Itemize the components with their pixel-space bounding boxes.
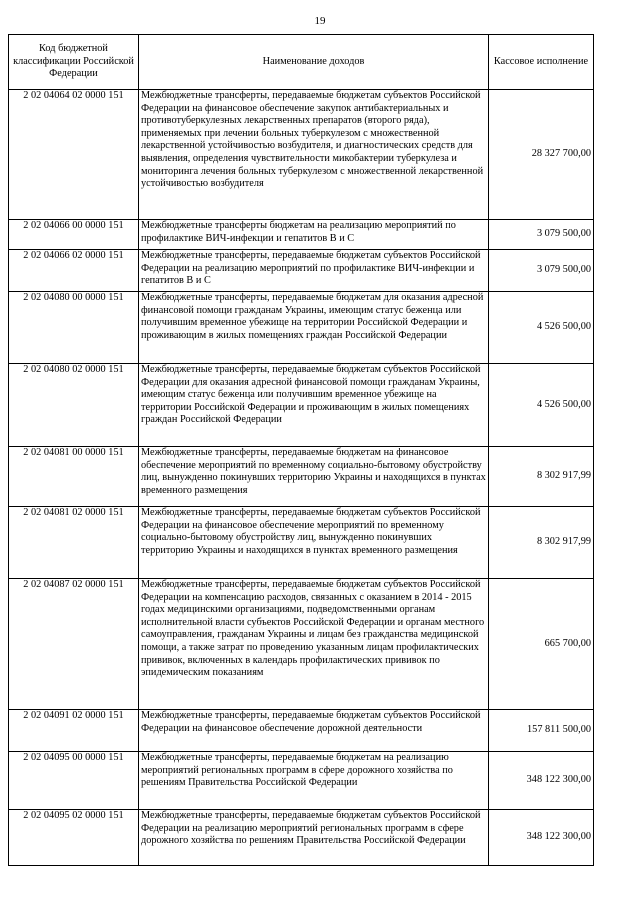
cash-execution-amount: 28 327 700,00 bbox=[489, 90, 594, 220]
table-row bbox=[9, 810, 594, 866]
cash-execution-amount: 348 122 300,00 bbox=[489, 810, 594, 866]
budget-code: 2 02 04066 00 0000 151 bbox=[9, 220, 139, 250]
budget-code: 2 02 04095 00 0000 151 bbox=[9, 752, 139, 810]
header-code: Код бюджетной классификации Российской Федерации bbox=[9, 35, 139, 90]
revenue-name: Межбюджетные трансферты, передаваемые бюджетам на реализацию мероприятий региональных программ в сфере дорожного хозяйства по решениям Правительства Российской Федерации bbox=[139, 752, 489, 810]
revenue-name: Межбюджетные трансферты, передаваемые бюджетам субъектов Российской Федерации на финансовое обеспечение закупок антибактериальных и противотуберкулезных лекарственных препаратов (второго ряда), применяемых при лечении больных туберкулезом с множественной лекарственной устойчивостью возбудителя, и диагностических средств для выявления, определения чувствительности микобактерии туберкулеза и мониторинга лечения больных туберкулезом с множественной лекарственной устойчивостью возбудителя bbox=[139, 90, 489, 220]
budget-code: 2 02 04066 02 0000 151 bbox=[9, 250, 139, 292]
cash-execution-amount: 3 079 500,00 bbox=[489, 220, 594, 250]
revenue-name: Межбюджетные трансферты, передаваемые бюджетам субъектов Российской Федерации на финансовое обеспечение мероприятий по временному социально-бытовому обустройству лиц, вынужденно покинувших территорию Украины и находящихся в пунктах временного размещения bbox=[139, 507, 489, 579]
header-amount: Кассовое исполнение bbox=[489, 35, 594, 90]
cash-execution-amount: 8 302 917,99 bbox=[489, 507, 594, 579]
revenue-name: Межбюджетные трансферты, передаваемые бюджетам субъектов Российской Федерации для оказания адресной финансовой помощи гражданам Украины, имеющим статус беженца или получившим временное убежище на территории Российской Федерации и проживающим в жилых помещениях граждан Российской Федерации bbox=[139, 364, 489, 447]
budget-code: 2 02 04095 02 0000 151 bbox=[9, 810, 139, 866]
revenue-name: Межбюджетные трансферты, передаваемые бюджетам субъектов Российской Федерации на реализацию мероприятий по профилактике ВИЧ-инфекции и гепатитов B и C bbox=[139, 250, 489, 292]
revenue-name: Межбюджетные трансферты, передаваемые бюджетам субъектов Российской Федерации на компенсацию расходов, связанных с оказанием в 2014 - 2015 годах медицинскими организациями, подведомственными органам исполнительной власти субъектов Российской Федерации и органам местного самоуправления, гражданам Украины и лицам без гражданства медицинской помощи, а также затрат по проведению указанным лицам профилактических прививок, включенных в календарь профилактических прививок по эпидемическим показаниям bbox=[139, 579, 489, 710]
budget-code: 2 02 04081 00 0000 151 bbox=[9, 447, 139, 507]
budget-code: 2 02 04081 02 0000 151 bbox=[9, 507, 139, 579]
table-row bbox=[9, 292, 594, 364]
table-row bbox=[9, 752, 594, 810]
page-number: 19 bbox=[314, 15, 326, 27]
revenue-name: Межбюджетные трансферты, передаваемые бюджетам субъектов Российской Федерации на финансовое обеспечение дорожной деятельности bbox=[139, 710, 489, 752]
table-header-row bbox=[9, 35, 594, 90]
budget-code: 2 02 04080 02 0000 151 bbox=[9, 364, 139, 447]
table-row bbox=[9, 447, 594, 507]
table-row bbox=[9, 507, 594, 579]
table-row bbox=[9, 250, 594, 292]
budget-revenue-table bbox=[8, 34, 594, 866]
budget-code: 2 02 04080 00 0000 151 bbox=[9, 292, 139, 364]
cash-execution-amount: 665 700,00 bbox=[489, 579, 594, 710]
budget-code: 2 02 04091 02 0000 151 bbox=[9, 710, 139, 752]
cash-execution-amount: 3 079 500,00 bbox=[489, 250, 594, 292]
table-row bbox=[9, 710, 594, 752]
cash-execution-amount: 8 302 917,99 bbox=[489, 447, 594, 507]
table-row bbox=[9, 364, 594, 447]
cash-execution-amount: 348 122 300,00 bbox=[489, 752, 594, 810]
table-row bbox=[9, 90, 594, 220]
revenue-name: Межбюджетные трансферты, передаваемые бюджетам для оказания адресной финансовой помощи гражданам Украины, имеющим статус беженца или получившим временное убежище на территории Российской Федерации и проживающим в жилых помещениях граждан Российской Федерации bbox=[139, 292, 489, 364]
table-row bbox=[9, 220, 594, 250]
cash-execution-amount: 4 526 500,00 bbox=[489, 364, 594, 447]
budget-code: 2 02 04087 02 0000 151 bbox=[9, 579, 139, 710]
table-row bbox=[9, 579, 594, 710]
revenue-name: Межбюджетные трансферты, передаваемые бюджетам на финансовое обеспечение мероприятий по временному социально-бытовому обустройству лиц, вынужденно покинувших территорию Украины и находящихся в пунктах временного размещения bbox=[139, 447, 489, 507]
cash-execution-amount: 4 526 500,00 bbox=[489, 292, 594, 364]
cash-execution-amount: 157 811 500,00 bbox=[489, 710, 594, 752]
header-name: Наименование доходов bbox=[139, 35, 489, 90]
revenue-name: Межбюджетные трансферты бюджетам на реализацию мероприятий по профилактике ВИЧ-инфекции и гепатитов B и C bbox=[139, 220, 489, 250]
budget-code: 2 02 04064 02 0000 151 bbox=[9, 90, 139, 220]
revenue-name: Межбюджетные трансферты, передаваемые бюджетам субъектов Российской Федерации на реализацию мероприятий региональных программ в сфере дорожного хозяйства по решениям Правительства Российской Федерации bbox=[139, 810, 489, 866]
